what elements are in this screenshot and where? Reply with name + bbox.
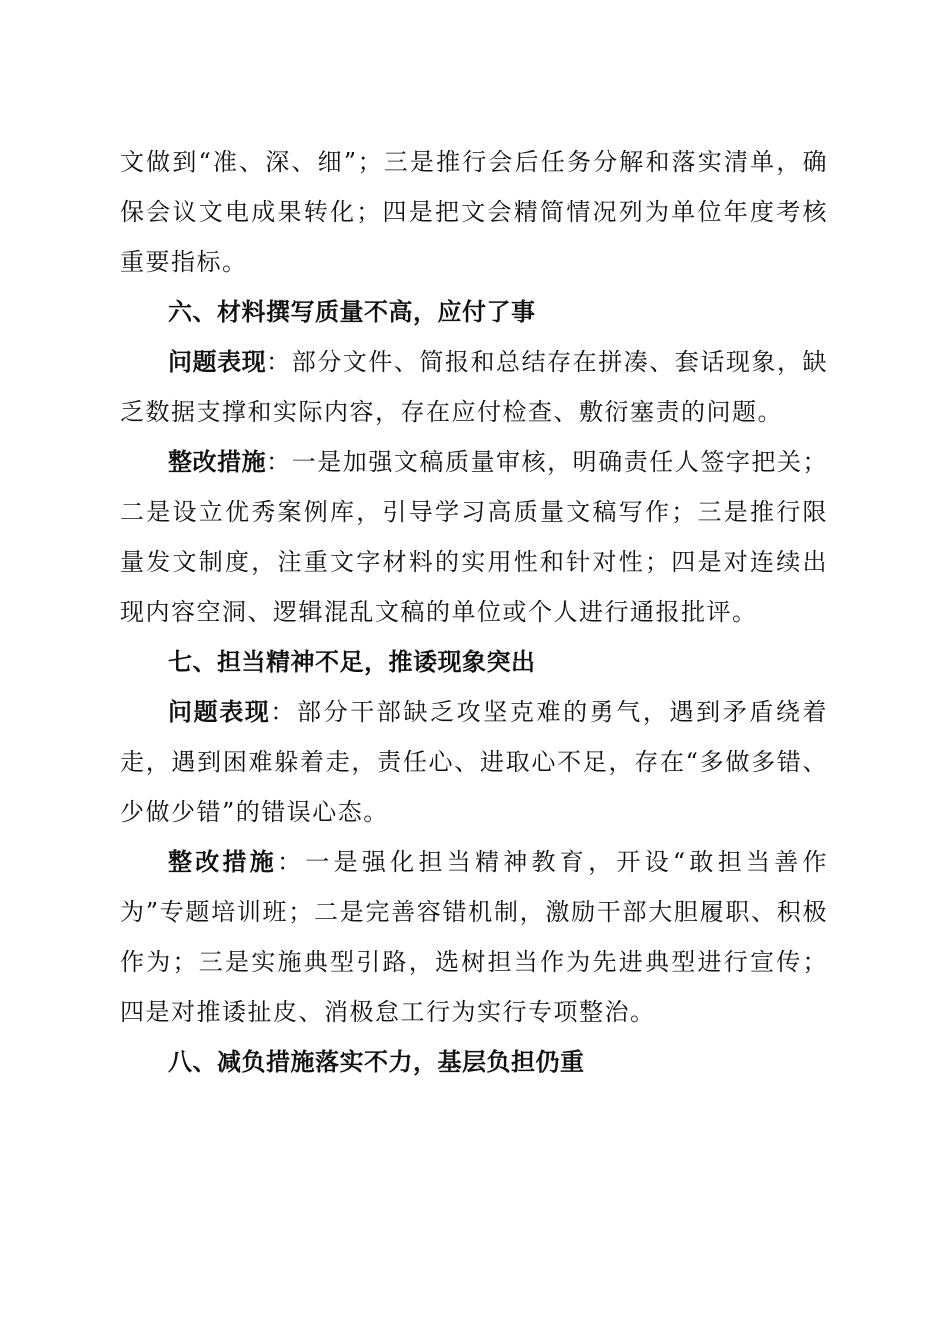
section-heading-6: 六、材料撰写质量不高，应付了事 xyxy=(168,298,536,326)
measure-text: ：一是强化担当精神教育，开设“敢担当善作为”专题培训班；二是完善容错机制，激励干部大胆履职、积极作为；三是实施典型引路，选树担当作为先进典型进行宣传；四是对推诿扯皮、消极怠工行为实行专项整治。 xyxy=(120,848,828,1026)
measure-text: ：一是加强文稿质量审核，明确责任人签字把关；二是设立优秀案例库，引导学习高质量文稿写作；三是推行限量发文制度，注重文字材料的实用性和针对性；四是对连续出现内容空洞、逻辑混乱文稿的单位或个人进行通报批评。 xyxy=(120,448,829,626)
section-heading-7: 七、担当精神不足，推诿现象突出 xyxy=(168,648,536,676)
problem-paragraph-7 xyxy=(120,687,828,837)
measure-label: 整改措施 xyxy=(168,848,278,876)
problem-label: 问题表现 xyxy=(168,698,271,726)
problem-text: ：部分文件、简报和总结存在拼凑、套话现象，缺乏数据支撑和实际内容，存在应付检查、敷衍塞责的问题。 xyxy=(120,348,829,426)
problem-paragraph-6 xyxy=(120,337,828,437)
measure-label: 整改措施 xyxy=(168,448,267,476)
continuation-paragraph: 文做到“准、深、细”；三是推行会后任务分解和落实清单，确保会议文电成果转化；四是把文会精简情况列为单位年度考核重要指标。 xyxy=(120,148,828,276)
section-heading-8: 八、减负措施落实不力，基层负担仍重 xyxy=(168,1048,585,1076)
measure-paragraph-6 xyxy=(120,437,828,637)
problem-text: ：部分干部缺乏攻坚克难的勇气，遇到矛盾绕着走，遇到困难躲着走，责任心、进取心不足，存在“多做多错、少做少错”的错误心态。 xyxy=(120,698,829,826)
measure-paragraph-7 xyxy=(120,837,828,1037)
problem-label: 问题表现 xyxy=(168,348,267,376)
